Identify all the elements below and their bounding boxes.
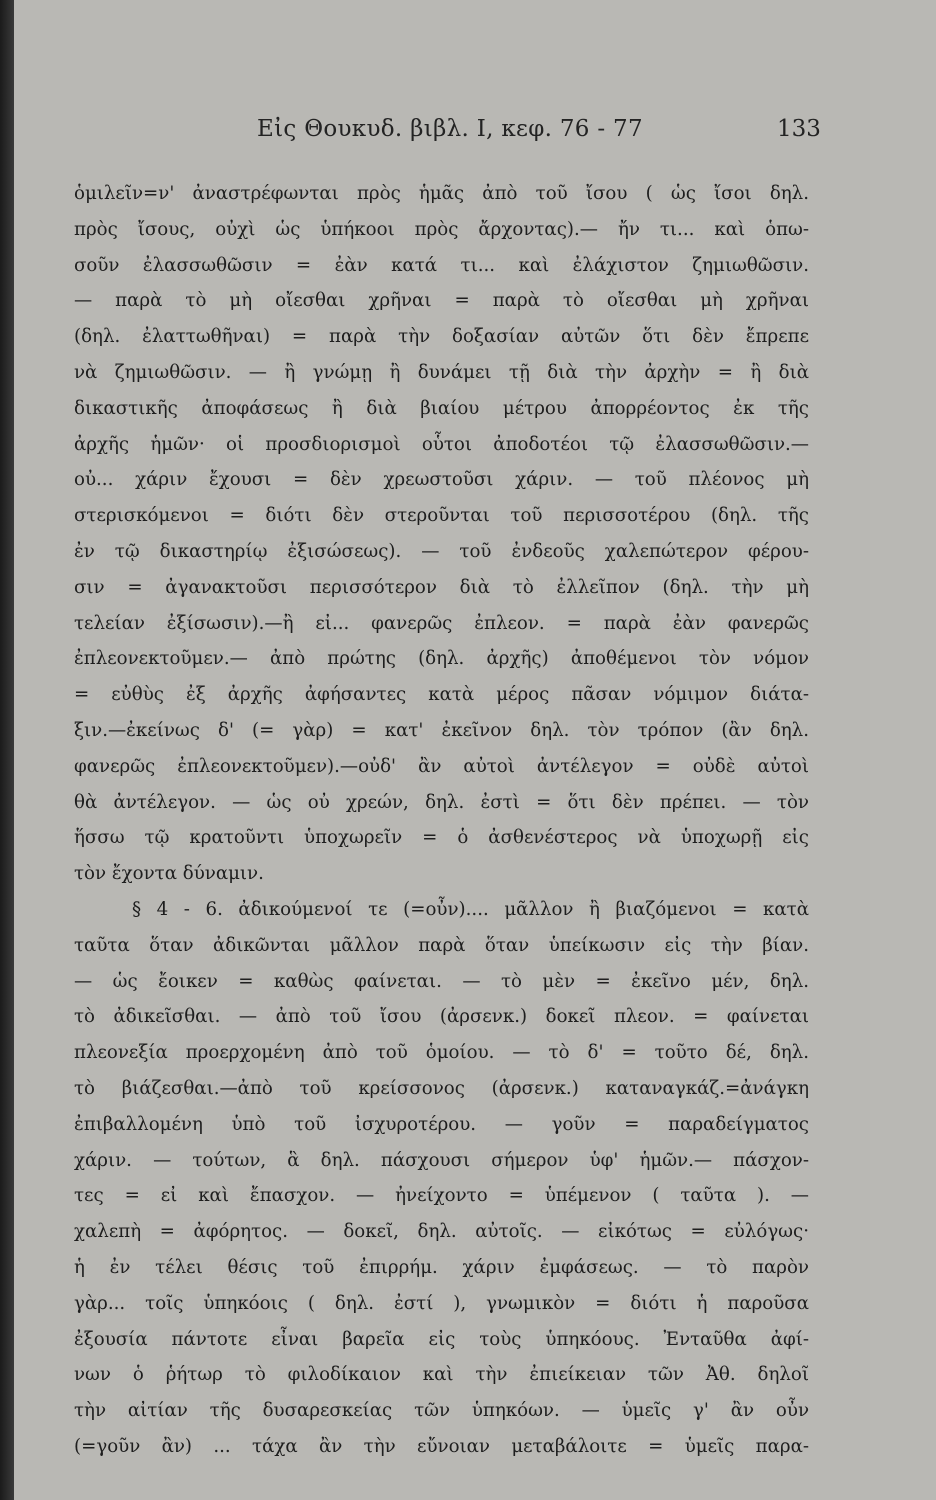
text-line: τελείαν ἐξίσωσιν).—ἢ εἰ... φανερῶς ἐπλεον. = παρὰ ἐὰν φανερῶς	[74, 612, 809, 634]
text-line: τὸ ἀδικεῖσθαι. — ἀπὸ τοῦ ἴσου (ἀρσενκ.) δοκεῖ πλεον. = φαίνεται	[74, 1006, 809, 1028]
text-line: ἐπιβαλλομένη ὑπὸ τοῦ ἰσχυροτέρου. — γοῦν = παραδείγματος	[74, 1113, 809, 1135]
section-start-line: § 4 - 6. ἀδικούμενοί τε (=οὖν).... μᾶλλον ἢ βιαζόμενοι = κατὰ	[132, 898, 809, 920]
text-line: (δηλ. ἐλαττωθῆναι) = παρὰ τὴν δοξασίαν αὐτῶν ὅτι δὲν ἔπρεπε	[74, 326, 809, 348]
text-line: ἐν τῷ δικαστηρίῳ ἐξισώσεως). — τοῦ ἐνδεοῦς χαλεπώτερον φέρου-	[74, 540, 809, 562]
text-line: ξιν.—ἐκείνως δ' (= γὰρ) = κατ' ἐκεῖνον δηλ. τὸν τρόπον (ἂν δηλ.	[74, 719, 809, 741]
text-line: ἀρχῆς ἡμῶν· οἱ προσδιορισμοὶ οὗτοι ἀποδοτέοι τῷ ἐλασσωθῶσιν.—	[74, 433, 809, 455]
text-line: ταῦτα ὅταν ἀδικῶνται μᾶλλον παρὰ ὅταν ὑπείκωσιν εἰς τὴν βίαν.	[74, 934, 809, 956]
text-line: χάριν. — τούτων, ἃ δηλ. πάσχουσι σήμερον ὑφ' ἡμῶν.— πάσχον-	[74, 1149, 809, 1171]
text-line: σιν = ἀγανακτοῦσι περισσότερον διὰ τὸ ἐλλεῖπον (δηλ. τὴν μὴ	[74, 576, 809, 598]
text-line: = εὐθὺς ἐξ ἀρχῆς ἀφήσαντες κατὰ μέρος πᾶσαν νόμιμον διάτα-	[74, 684, 809, 706]
text-line: ἐξουσία πάντοτε εἶναι βαρεῖα εἰς τοὺς ὑπηκόους. Ἐνταῦθα ἀφί-	[74, 1328, 809, 1350]
scan-binding-edge	[0, 0, 14, 1500]
text-line: σοῦν ἐλασσωθῶσιν = ἐὰν κατά τι... καὶ ἐλάχιστον ζημιωθῶσιν.	[74, 254, 809, 276]
text-line: ὁμιλεῖν=ν' ἀναστρέφωνται πρὸς ἡμᾶς ἀπὸ τοῦ ἴσου ( ὡς ἴσοι δηλ.	[74, 183, 809, 204]
commentary-text	[74, 176, 809, 1465]
text-line: νων ὁ ῥήτωρ τὸ φιλοδίκαιον καὶ τὴν ἐπιείκειαν τῶν Ἀθ. δηλοῖ	[74, 1364, 809, 1386]
text-line: πρὸς ἴσους, οὐχὶ ὡς ὑπήκοοι πρὸς ἄρχοντας).— ἤν τι... καὶ ὁπω-	[74, 218, 809, 240]
text-line: ἥσσω τῷ κρατοῦντι ὑποχωρεῖν = ὁ ἀσθενέστερος νὰ ὑποχωρῇ εἰς	[74, 827, 809, 849]
page-number: 133	[777, 116, 821, 142]
text-line: γὰρ... τοῖς ὑπηκόοις ( δηλ. ἐστί ), γνωμικὸν = διότι ἡ παροῦσα	[74, 1292, 809, 1314]
text-line: θὰ ἀντέλεγον. — ὡς οὐ χρεών, δηλ. ἐστὶ = ὅτι δὲν πρέπει. — τὸν	[74, 791, 809, 813]
text-line: τὸν ἔχοντα δύναμιν.	[74, 863, 264, 885]
text-line: δικαστικῆς ἀποφάσεως ἢ διὰ βιαίου μέτρου ἀπορρέοντος ἐκ τῆς	[74, 397, 809, 419]
text-line: — ὡς ἔοικεν = καθὼς φαίνεται. — τὸ μὲν = ἐκεῖνο μέν, δηλ.	[74, 970, 809, 992]
text-line: χαλεπὴ = ἀφόρητος. — δοκεῖ, δηλ. αὐτοῖς. — εἰκότως = εὐλόγως·	[74, 1221, 809, 1243]
text-line: τες = εἰ καὶ ἔπασχον. — ἠνείχοντο = ὑπέμενον ( ταῦτα ). —	[74, 1185, 809, 1207]
running-head: Εἰς Θουκυδ. βιβλ. I, κεφ. 76 - 77	[257, 116, 643, 142]
text-line: ἐπλεονεκτοῦμεν.— ἀπὸ πρώτης (δηλ. ἀρχῆς) ἀποθέμενοι τὸν νόμον	[74, 648, 809, 670]
text-line: (=γοῦν ἂν) ... τάχα ἂν τὴν εὔνοιαν μεταβάλοιτε = ὑμεῖς παρα-	[74, 1435, 809, 1457]
text-line: ἡ ἐν τέλει θέσις τοῦ ἐπιρρήμ. χάριν ἐμφάσεως. — τὸ παρὸν	[74, 1256, 809, 1278]
text-line: — παρὰ τὸ μὴ οἴεσθαι χρῆναι = παρὰ τὸ οἴεσθαι μὴ χρῆναι	[74, 290, 809, 312]
text-line: νὰ ζημιωθῶσιν. — ἢ γνώμῃ ἢ δυνάμει τῇ διὰ τὴν ἀρχὴν = ἢ διὰ	[74, 361, 809, 383]
text-line: οὐ... χάριν ἔχουσι = δὲν χρεωστοῦσι χάριν. — τοῦ πλέονος μὴ	[74, 469, 809, 491]
text-line: φανερῶς ἐπλεονεκτοῦμεν).—οὐδ' ἂν αὐτοὶ ἀντέλεγον = οὐδὲ αὐτοὶ	[74, 755, 809, 777]
text-line: τὸ βιάζεσθαι.—ἀπὸ τοῦ κρείσσονος (ἀρσενκ.) καταναγκάζ.=ἀνάγκη	[74, 1077, 809, 1099]
text-line: πλεονεξία προερχομένη ἀπὸ τοῦ ὁμοίου. — τὸ δ' = τοῦτο δέ, δηλ.	[74, 1042, 809, 1064]
text-line: στερισκόμενοι = διότι δὲν στεροῦνται τοῦ περισσοτέρου (δηλ. τῆς	[74, 505, 809, 527]
page-header	[14, 112, 936, 152]
book-page	[14, 0, 936, 1500]
text-line: τὴν αἰτίαν τῆς δυσαρεσκείας τῶν ὑπηκόων. — ὑμεῖς γ' ἂν οὖν	[74, 1400, 809, 1422]
